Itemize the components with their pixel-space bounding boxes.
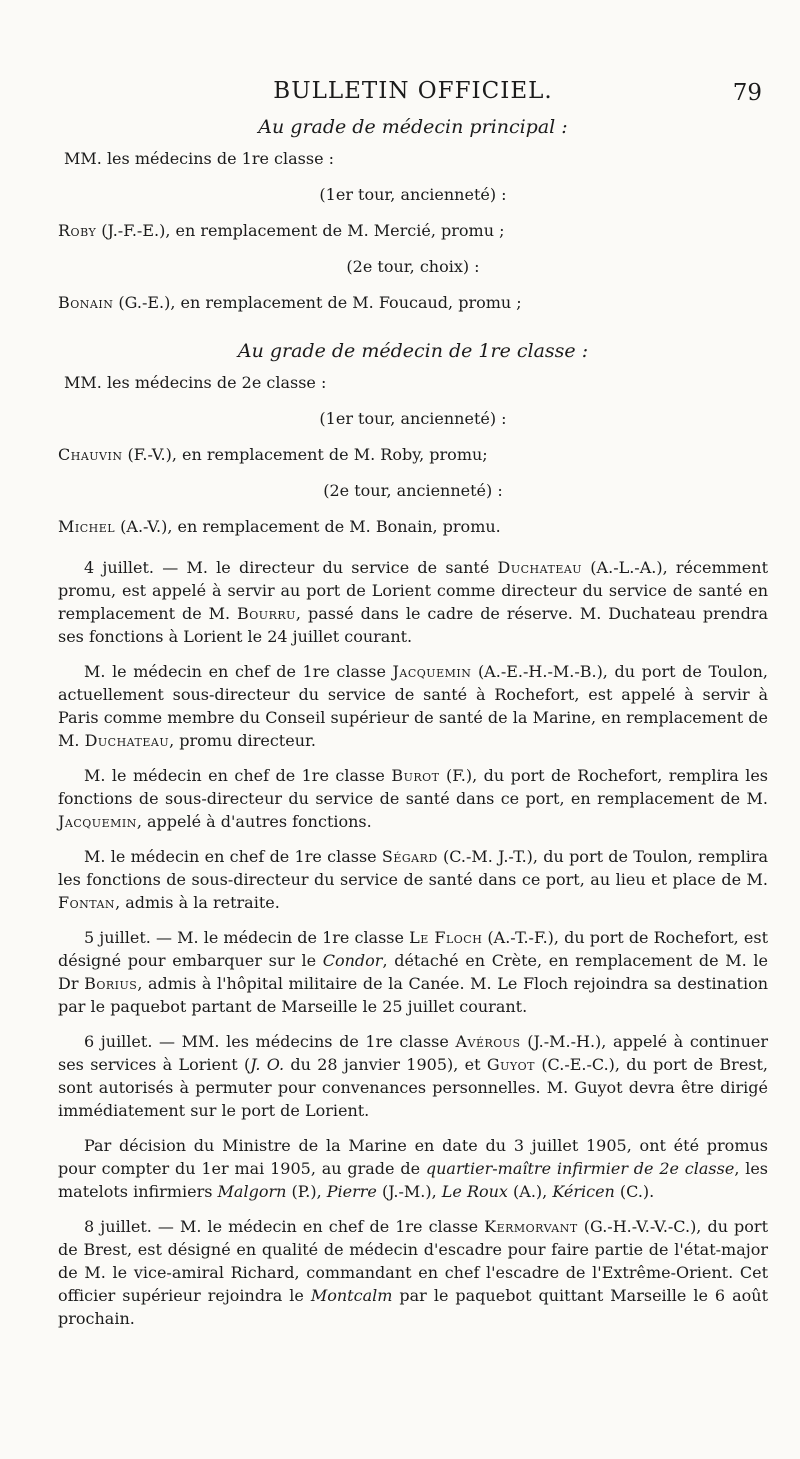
promotion-entry — [58, 444, 768, 466]
person-name: Fontan — [58, 893, 116, 912]
running-head — [58, 72, 768, 116]
text: (A.-L.-A.), récemment promu, est appelé à servir au port de Lorient comme directeur du service de santé en remplacement de M. — [58, 558, 769, 623]
text: M. le médecin en chef de 1re classe — [84, 662, 393, 681]
notice-paragraph — [58, 1134, 768, 1203]
text: , promu directeur. — [169, 731, 316, 750]
sailor-name: Kéricen — [552, 1182, 615, 1201]
tour-label: (1er tour, ancienneté) : — [319, 409, 507, 428]
page-number: 79 — [732, 80, 762, 106]
running-title: BULLETIN OFFICIEL. — [273, 78, 553, 104]
person-name: Michel — [58, 517, 116, 536]
sailor-name: Pierre — [326, 1182, 377, 1201]
text: , passé dans le cadre de réserve. M. Duchateau prendra ses fonctions à Lorient le 24 juillet courant. — [58, 604, 768, 646]
notice-paragraph — [58, 845, 768, 914]
text: (A.-E.-H.-M.-B.), du port de Toulon, actuellement sous-directeur du service de santé à Rochefort, est appelé à servir à Paris comme membre du Conseil supérieur de santé de la Marine, en remplacement de M. — [58, 662, 768, 750]
entry-text: (G.-E.), en remplacement de M. Foucaud, promu ; — [113, 293, 522, 312]
text: (J.-M.-H.), appelé à continuer ses services à Lorient ( — [58, 1032, 768, 1074]
text: M. le médecin en chef de 1re classe — [84, 766, 392, 785]
person-name: Duchateau — [497, 558, 583, 577]
text: 5 juillet. — M. le médecin de 1re classe — [84, 928, 410, 947]
text: , détaché en Crète, en remplacement de M. le Dr — [58, 951, 769, 993]
text: (A.-T.-F.), du port de Rochefort, est désigné pour embarquer sur le — [58, 928, 768, 970]
person-name: Guyot — [486, 1055, 536, 1074]
text: (J.-M.), — [376, 1182, 442, 1201]
person-name: Burot — [391, 766, 440, 785]
text: (F.), du port de Rochefort, remplira les fonctions de sous-directeur du service de santé dans ce port, en remplacement de M. — [58, 766, 768, 808]
text: (C.-M. J.-T.), du port de Toulon, remplira les fonctions de sous-directeur du service de santé dans ce port, au lieu et place de M. — [58, 847, 769, 889]
notice-paragraph — [58, 660, 768, 752]
person-name: Duchateau — [84, 731, 170, 750]
person-name: Jacquemin — [58, 812, 137, 831]
entry-text: (A.-V.), en remplacement de M. Bonain, promu. — [115, 517, 501, 536]
text: (G.-H.-V.-V.-C.), du port de Brest, est désigné en qualité de médecin d'escadre pour faire partie de l'état-major de M. le vice-amiral Richard, commandant en chef l'escadre de l'Extrême-Orient. Cet officier supérieur rejoindra le — [58, 1217, 769, 1305]
text: (P.), — [286, 1182, 327, 1201]
entry-text: (F.-V.), en remplacement de M. Roby, promu; — [122, 445, 488, 464]
promotion-entry — [58, 292, 768, 314]
person-name: Le Floch — [409, 928, 483, 947]
notice-paragraph — [58, 926, 768, 1018]
section-heading-premiere-classe: Au grade de médecin de 1re classe : — [237, 340, 589, 362]
notice-paragraph — [58, 1215, 768, 1330]
text: , admis à l'hôpital militaire de la Canée. M. Le Floch rejoindra sa destination par le paquebot partant de Marseille le 25 juillet courant. — [58, 974, 769, 1016]
sailor-name: Malgorn — [217, 1182, 287, 1201]
ship-name: Montcalm — [310, 1286, 393, 1305]
person-name: Bourru — [237, 604, 296, 623]
text: Par décision du Ministre de la Marine en date du 3 juillet 1905, ont été promus pour compter du 1er mai 1905, au grade de — [58, 1136, 768, 1178]
text: par le paquebot quittant Marseille le 6 août prochain. — [58, 1286, 769, 1328]
text: (C.). — [614, 1182, 655, 1201]
tour-label: (2e tour, ancienneté) : — [323, 481, 503, 500]
notice-paragraph — [58, 556, 768, 648]
journal-ref: J. O. — [250, 1055, 285, 1074]
promotion-entry — [58, 220, 768, 242]
text: 6 juillet. — MM. les médecins de 1re classe — [84, 1032, 456, 1051]
tour-label: (1er tour, ancienneté) : — [319, 185, 507, 204]
person-name: Ségard — [381, 847, 438, 866]
text: (C.-E.-C.), du port de Brest, sont autorisés à permuter pour convenances personnelles. M. Guyot devra être dirigé immédiatement sur le port de Lorient. — [58, 1055, 769, 1120]
section-intro: MM. les médecins de 1re classe : — [64, 149, 335, 168]
text: , admis à la retraite. — [115, 893, 280, 912]
person-name: Jacquemin — [392, 662, 472, 681]
person-name: Bonain — [58, 293, 114, 312]
person-name: Kermorvant — [484, 1217, 578, 1236]
text: , les matelots infirmiers — [58, 1159, 769, 1201]
text: 8 juillet. — M. le médecin en chef de 1re classe — [84, 1217, 485, 1236]
section-heading-principal: Au grade de médecin principal : — [258, 116, 568, 138]
person-name: Roby — [58, 221, 97, 240]
document-page — [58, 72, 768, 1342]
text: M. le médecin en chef de 1re classe — [84, 847, 382, 866]
grade-name: quartier-maître infirmier de 2e classe — [425, 1159, 735, 1178]
sailor-name: Le Roux — [441, 1182, 508, 1201]
tour-label: (2e tour, choix) : — [346, 257, 480, 276]
person-name: Chauvin — [58, 445, 123, 464]
person-name: Avérous — [455, 1032, 521, 1051]
text: du 28 janvier 1905), et — [284, 1055, 487, 1074]
text: , appelé à d'autres fonctions. — [136, 812, 372, 831]
notice-paragraph — [58, 1030, 768, 1122]
notice-paragraph — [58, 764, 768, 833]
person-name: Borius — [84, 974, 138, 993]
ship-name: Condor — [322, 951, 383, 970]
text: (A.), — [507, 1182, 553, 1201]
section-intro: MM. les médecins de 2e classe : — [64, 373, 327, 392]
promotion-entry — [58, 516, 768, 538]
entry-text: (J.-F.-E.), en remplacement de M. Mercié, promu ; — [96, 221, 505, 240]
text: 4 juillet. — M. le directeur du service de santé — [84, 558, 498, 577]
